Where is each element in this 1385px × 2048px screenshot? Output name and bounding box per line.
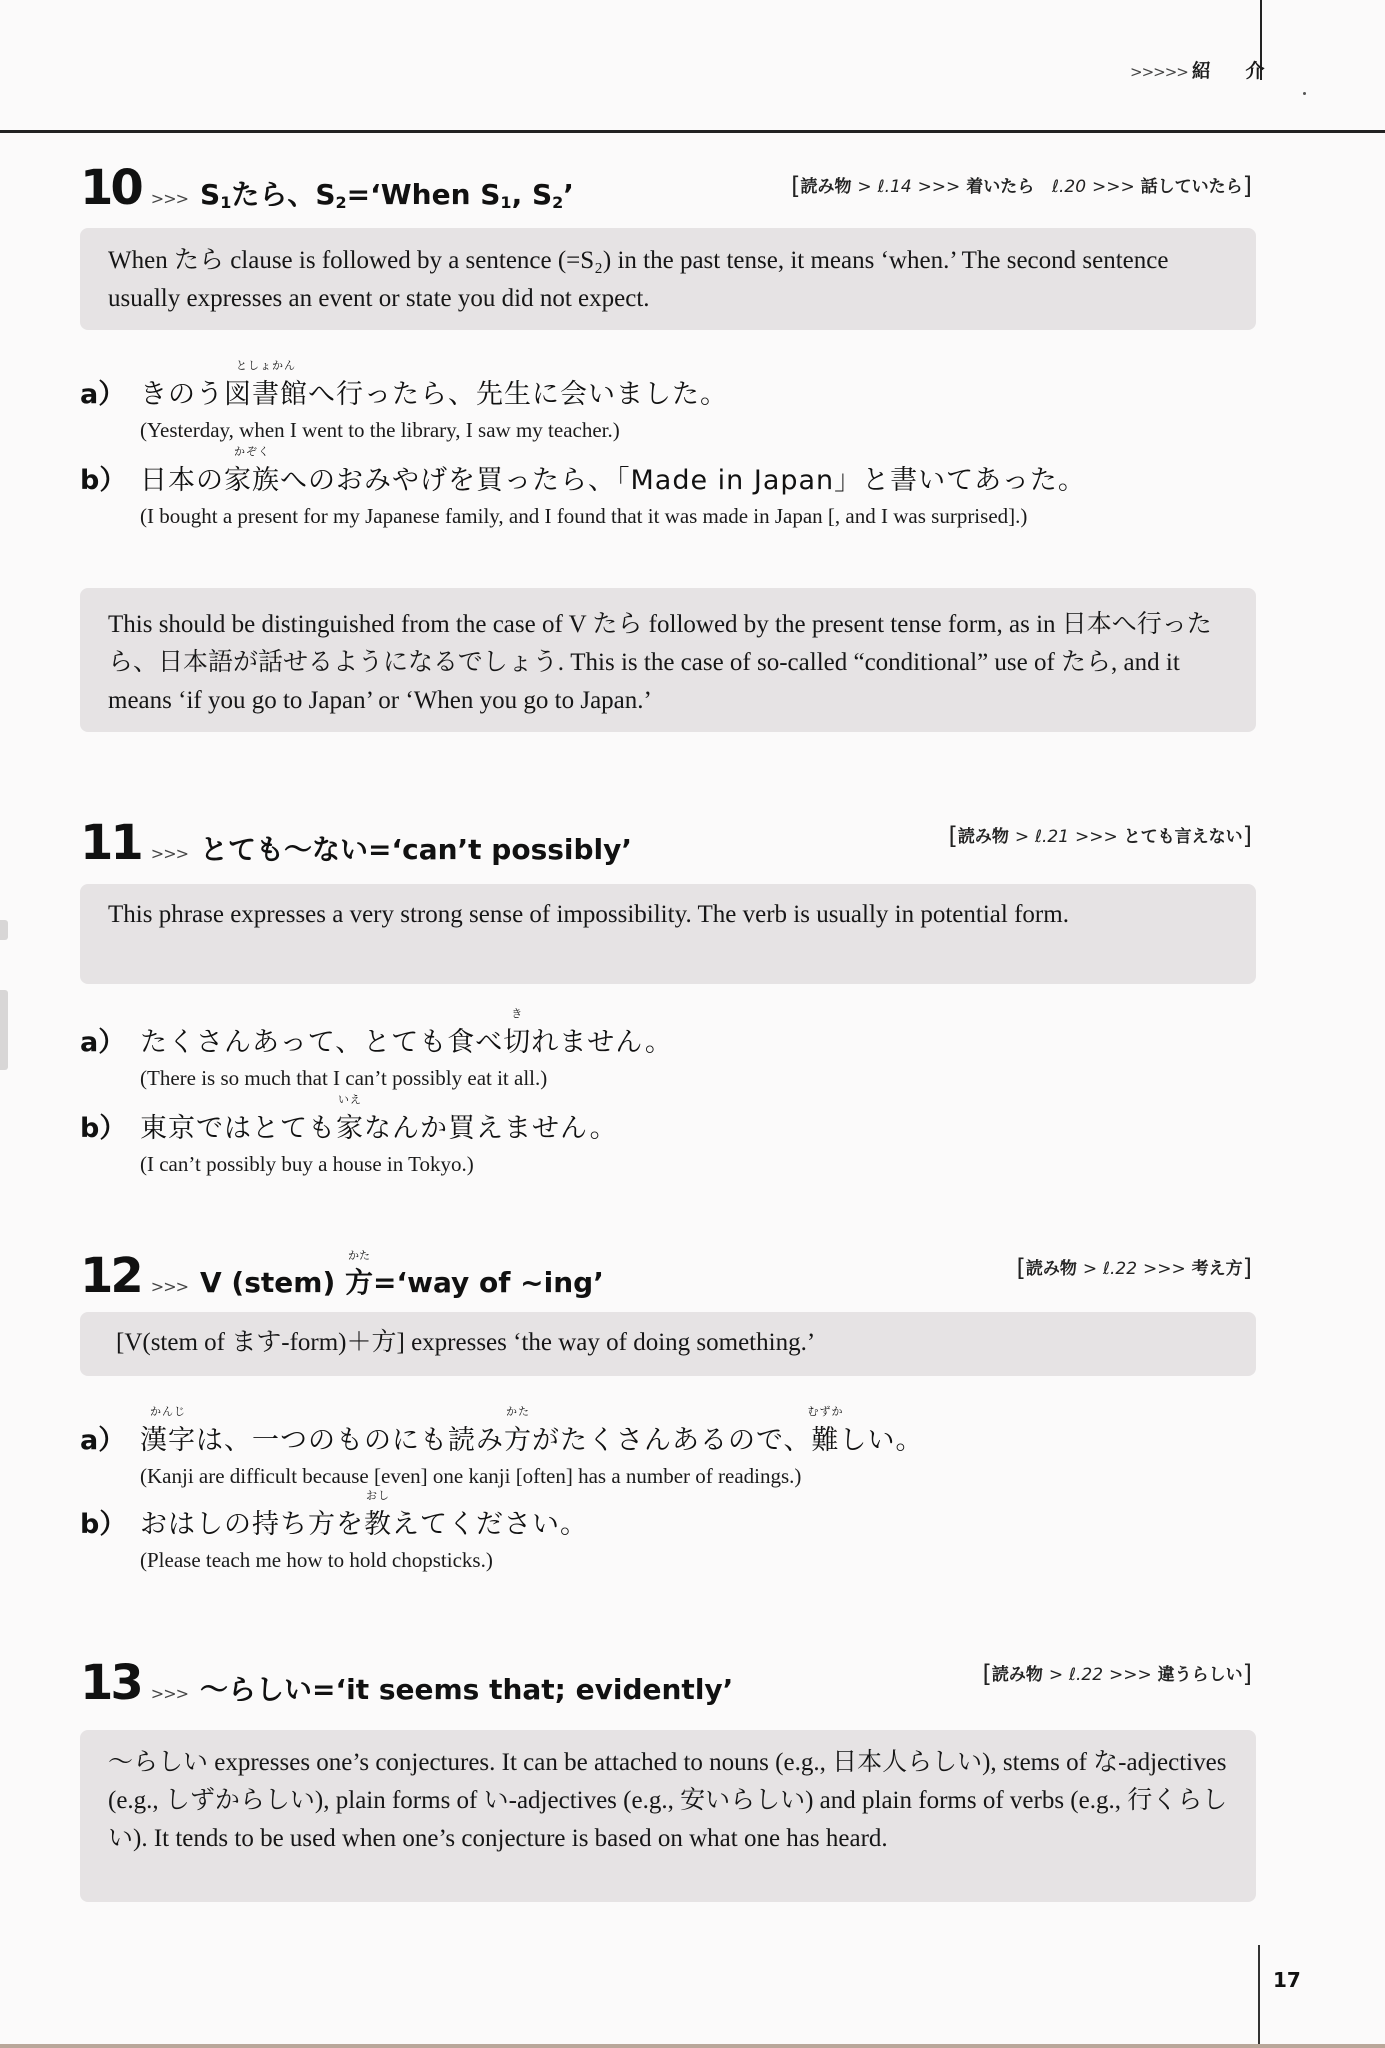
margin-artifact: [0, 990, 8, 1070]
example-label: a）: [80, 379, 126, 410]
example-japanese: 東京ではとても いえ 家なんか買えません。: [140, 1093, 618, 1144]
section-10-heading: [80, 160, 574, 216]
section-title: ～らしい=‘it seems that; evidently’: [200, 1673, 734, 1706]
section-arrows: >>>: [150, 189, 189, 208]
example-label: a）: [80, 1425, 126, 1456]
section-title: とても～ない=‘can’t possibly’: [200, 833, 633, 866]
example-translation: (Kanji are difficult because [even] one kanji [often] has a number of readings.): [140, 1464, 802, 1488]
example-label: a）: [80, 1027, 126, 1058]
section-11-reading-reference: [読み物 > ℓ.21 >>> とても言えない]: [948, 822, 1252, 850]
header-arrows: >>>>>: [1130, 63, 1188, 81]
section-arrows: >>>: [150, 1684, 189, 1703]
example-translation: (I bought a present for my Japanese family, and I found that it was made in Japan [, and I was surprised].): [140, 504, 1028, 528]
example-japanese: かんじ 漢字は、一つのものにも読み かた 方がたくさんあるので、 むずか 難しい。: [140, 1405, 924, 1456]
example-japanese: きのう としょかん 図書館へ行ったら、先生に会いました。: [140, 359, 728, 410]
footer-edge: [0, 2044, 1385, 2048]
section-13-heading: [80, 1655, 733, 1711]
section-title: V (stem) かた 方=‘way of ~ing’: [200, 1249, 604, 1299]
section-12-explanation-box: [V(stem of ます-form)＋方] expresses ‘the way of doing something.’: [80, 1312, 1256, 1376]
section-number: 11: [80, 815, 141, 871]
example-japanese: たくさんあって、とても食べ き 切れません。: [140, 1007, 673, 1058]
section-number: 12: [80, 1248, 141, 1304]
example-label: b）: [80, 1113, 127, 1144]
example-japanese: 日本の かぞく 家族へのおみやげを買ったら、「Made in Japan」と書いてあった。: [140, 445, 1086, 496]
example-label: b）: [80, 465, 127, 496]
header-rule: [0, 130, 1385, 133]
example-japanese: おはしの持ち方を おし 教えてください。: [140, 1489, 588, 1540]
section-arrows: >>>: [150, 844, 189, 863]
example-translation: (I can’t possibly buy a house in Tokyo.): [140, 1152, 474, 1176]
section-number: 10: [80, 160, 141, 216]
example-translation: (Please teach me how to hold chopsticks.): [140, 1548, 493, 1572]
section-10-distinction-box: This should be distinguished from the case of V たら followed by the present tense form, as in 日本へ行ったら、日本語が話せるようになるでしょう. This is the case of so-called “conditional” use of たら, and it means ‘if you go to Japan’ or ‘When you go to Japan.’: [80, 588, 1256, 732]
section-13-explanation-box: ～らしい expresses one’s conjectures. It can be attached to nouns (e.g., 日本人らしい), stems of な-adjectives (e.g., しずからしい), plain forms of い-adjectives (e.g., 安いらしい) and plain forms of verbs (e.g., 行くらしい). It tends to be used when one’s conjecture is based on what one has heard.: [80, 1730, 1256, 1902]
header-section-title: 紹 介: [1191, 60, 1279, 82]
running-header: [1130, 56, 1278, 83]
section-arrows: >>>: [150, 1277, 189, 1296]
footer-divider-line: [1258, 1945, 1260, 2048]
section-11-heading: [80, 815, 632, 871]
example-translation: (Yesterday, when I went to the library, I saw my teacher.): [140, 418, 620, 442]
section-number: 13: [80, 1655, 141, 1711]
margin-artifact: [0, 920, 8, 940]
page-number: 17: [1273, 1968, 1301, 1992]
section-12-reading-reference: [読み物 > ℓ.22 >>> 考え方]: [1016, 1254, 1252, 1282]
example-label: b）: [80, 1509, 127, 1540]
section-11-explanation-box: This phrase expresses a very strong sense of impossibility. The verb is usually in potential form.: [80, 884, 1256, 984]
section-12-heading: [80, 1248, 604, 1304]
header-dot: [1303, 92, 1306, 95]
example-translation: (There is so much that I can’t possibly eat it all.): [140, 1066, 548, 1090]
section-title: $S_1$たら、$S_2=‘When$ $S_1$, $S_2$’: [200, 178, 574, 212]
section-10-explanation-box: When たら clause is followed by a sentence (=S₂) in the past tense, it means ‘when.’ The second sentence usually expresses an event or state you did not expect.: [80, 228, 1256, 330]
section-13-reading-reference: [読み物 > ℓ.22 >>> 違うらしい]: [982, 1660, 1252, 1688]
section-10-reading-reference: [読み物 > ℓ.14 >>> 着いたら ℓ.20 >>> 話していたら]: [791, 172, 1252, 200]
